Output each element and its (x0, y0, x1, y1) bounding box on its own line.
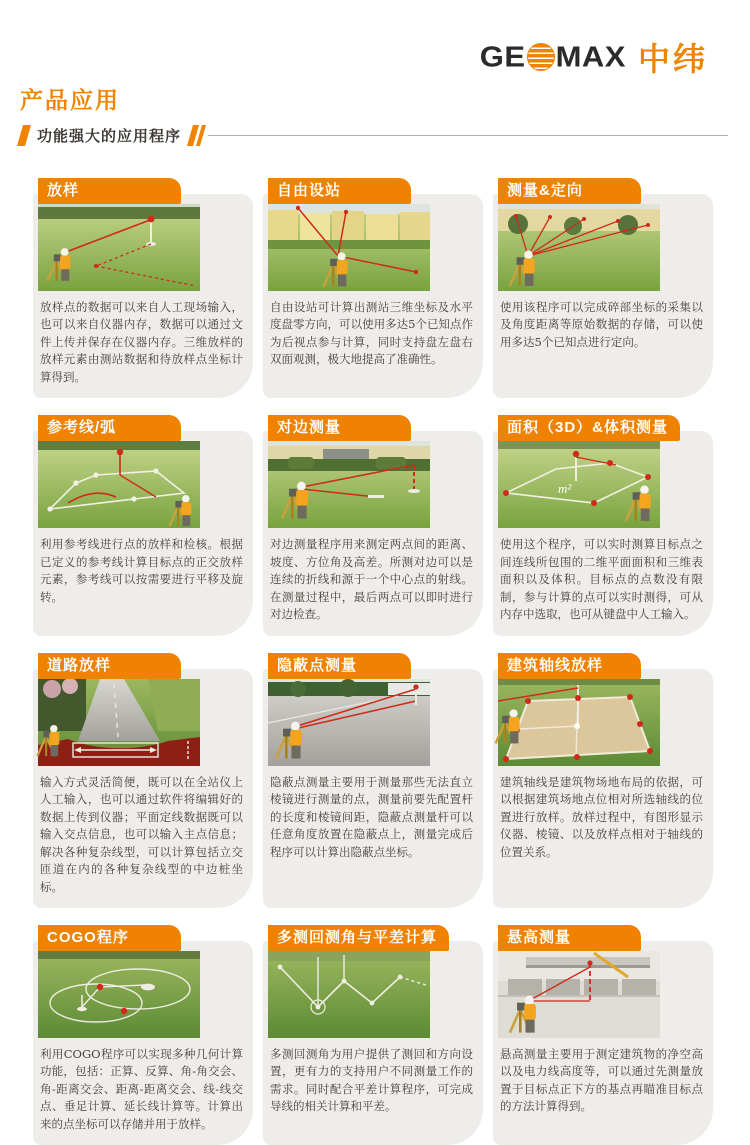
logo-text-ge: GE (479, 40, 526, 73)
card-title-tab: 悬高测量 (498, 925, 641, 951)
card-description: 建筑轴线是建筑物场地布局的依据，可以根据建筑场地点位相对所选轴线的位置进行放样。放样过程中，有图形显示仪器、棱镜、以及放样点相对于轴线的位置关系。 (500, 774, 703, 859)
card-description: 自由设站可计算出测站三维坐标及水平度盘零方向，可以使用多达5个已知点作为后视点参与计算，同时支持盘左盘右双面观测，极大地提高了准确性。 (270, 300, 473, 367)
card-description: 输入方式灵活简便，既可以在全站仪上人工输入，也可以通过软件将编辑好的数据上传到仪器；平面定线数据既可以输入交点信息，也可以输入主点信息；解决各种复杂线型，可以计算包括立交匝道在内的各种复杂线型的中边桩坐标。 (40, 774, 243, 894)
slash-mark-icon (17, 125, 31, 146)
card-tie-distance (263, 415, 483, 635)
card-title-tab: 自由设站 (268, 178, 411, 204)
globe-icon (527, 43, 555, 71)
application-card-grid (33, 178, 713, 1145)
area-volume-photo (498, 441, 660, 528)
card-title-tab: 面积（3D）&体积测量 (498, 415, 680, 441)
road-stakeout-photo (38, 679, 200, 766)
card-description: 利用COGO程序可以实现多种几何计算功能，包括：正算、反算、角-角交会、角-距离交会、距离-距离交会、线-线交点、垂足计算、延长线计算等。计算出来的点坐标可以存储并用于放样。 (40, 1046, 243, 1131)
card-description: 隐蔽点测量主要用于测量那些无法直立棱镜进行测量的点，测量前要先配置杆的长度和棱镜间距，隐蔽点测量杆可以任意角度放置在隐蔽点上，测量完成后程序可以计算出隐蔽点坐标。 (270, 774, 473, 859)
card-description: 放样点的数据可以来自人工现场输入，也可以来自仪器内存，数据可以通过文件上传并保存在仪器内存。三维放样的放样元素由测站数据和待放样点坐标计算得到。 (40, 300, 243, 384)
page-title: 产品应用 (20, 87, 120, 113)
card-title-tab: 建筑轴线放样 (498, 653, 641, 679)
free-station-photo (268, 204, 430, 291)
card-title-tab: 道路放样 (38, 653, 181, 679)
card-free-station (263, 178, 483, 398)
card-description: 悬高测量主要用于测定建筑物的净空高以及电力线高度等，可以通过先测量放置于目标点正下方的基点再瞄准目标点的方法计算得到。 (500, 1046, 703, 1114)
card-title-tab: 对边测量 (268, 415, 411, 441)
card-measure-orientation (493, 178, 713, 398)
reference-line-arc-photo (38, 441, 200, 528)
card-title-tab: 参考线/弧 (38, 415, 181, 441)
logo-text-zhongwei: 中纬 (637, 41, 708, 77)
section-divider-line (208, 135, 728, 136)
card-title-tab: 测量&定向 (498, 178, 641, 204)
tie-distance-photo (268, 441, 430, 528)
card-title-tab: COGO程序 (38, 925, 181, 951)
card-road-stakeout (33, 653, 253, 908)
cogo-photo (38, 951, 200, 1038)
card-description: 使用该程序可以完成碎部坐标的采集以及角度距离等原始数据的存储，可以使用多达5个已知点进行定向。 (500, 300, 703, 349)
field-stakeout-photo (38, 204, 200, 291)
card-title-tab: 放样 (38, 178, 181, 204)
card-description: 利用参考线进行点的放样和检核。根据已定义的参考线计算目标点的正交放样元素，参考线可以按需要进行平移及旋转。 (40, 537, 243, 604)
section-header (20, 123, 728, 147)
geomax-logo (480, 34, 708, 80)
card-reference-line-arc (33, 415, 253, 635)
card-cogo (33, 925, 253, 1145)
section-title: 功能强大的应用程序 (37, 127, 182, 145)
card-stakeout (33, 178, 253, 398)
card-description: 使用这个程序，可以实时测算目标点之间连线所包围的二维平面面积和三维表面积以及体积。目标点的点数没有限制，参与计算的点可以实时测得，可从内存中选取，也可从键盘中人工输入。 (500, 537, 703, 622)
area-units-annotation: m² (558, 481, 572, 497)
building-axis-photo (498, 679, 660, 766)
card-description: 对边测量程序用来测定两点间的距离、坡度、方位角及高差。所测对边可以是连续的折线和源于一个中心点的射线。在测量过程中，最后两点可以即时进行对边检查。 (270, 537, 473, 622)
card-title-tab: 多测回测角与平差计算 (268, 925, 449, 951)
hidden-point-photo (268, 679, 430, 766)
logo-text-max: MAX (555, 40, 626, 73)
card-remote-height (493, 925, 713, 1145)
card-building-axis (493, 653, 713, 908)
card-hidden-point (263, 653, 483, 908)
card-area-volume (493, 415, 713, 635)
card-sets-of-angles (263, 925, 483, 1145)
card-title-tab: 隐蔽点测量 (268, 653, 411, 679)
sets-of-angles-photo (268, 951, 430, 1038)
measure-orientation-photo (498, 204, 660, 291)
remote-height-photo (498, 951, 660, 1038)
card-description: 多测回测角为用户提供了测回和方向设置，更有力的支持用户不同测量工作的需求。同时配合平差计算程序，可完成导线的相关计算和平差。 (270, 1046, 473, 1114)
